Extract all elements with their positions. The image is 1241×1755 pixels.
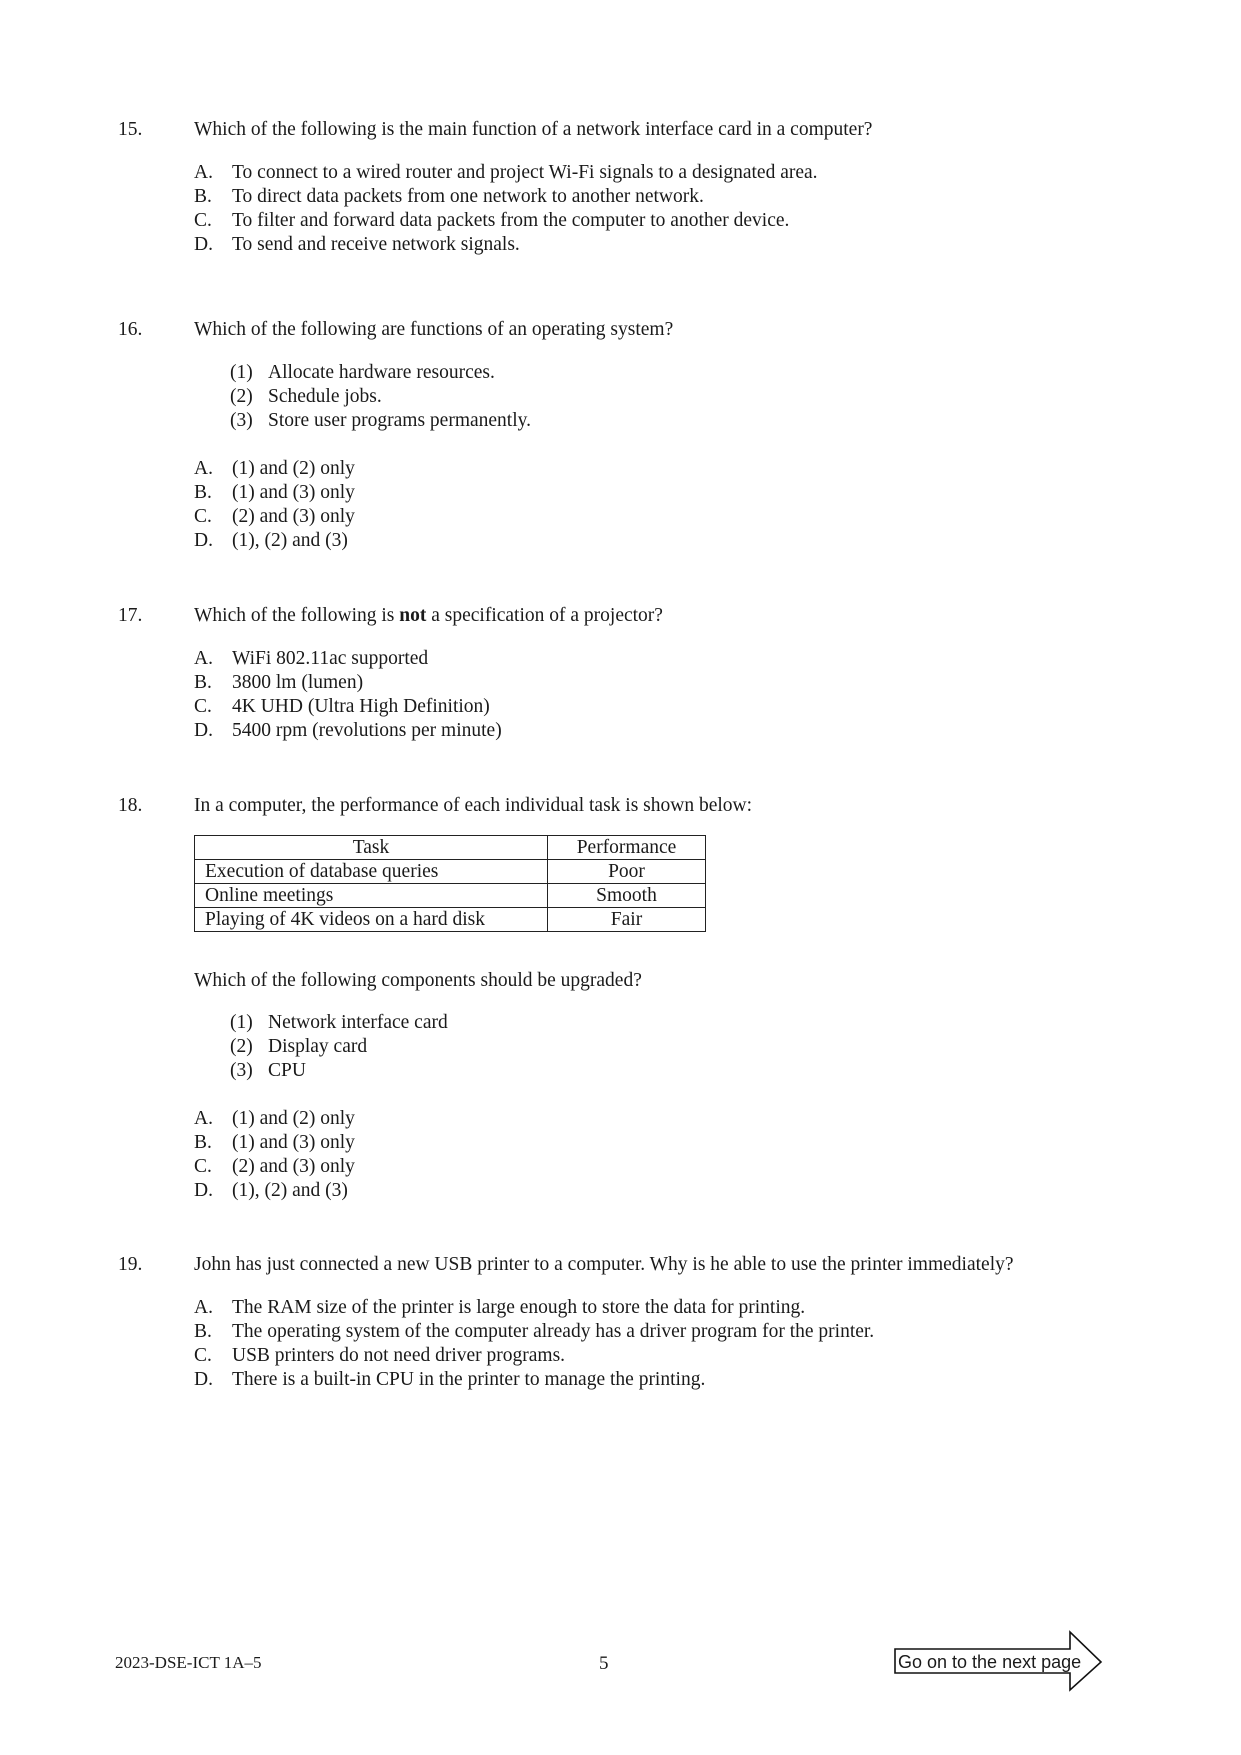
option-d (194, 1179, 355, 1203)
option-label: D. (194, 234, 213, 255)
question-text: Which of the following is the main function of a network interface card in a computer? (194, 119, 873, 140)
statement-text: Schedule jobs. (268, 386, 382, 407)
option-label: A. (194, 1108, 213, 1129)
option-label: B. (194, 1132, 212, 1153)
statement-label: (1) (230, 362, 253, 383)
option-a (194, 1107, 355, 1131)
option-label: B. (194, 1321, 212, 1342)
statement-1 (230, 361, 531, 385)
table-cell-performance: Smooth (548, 884, 706, 908)
emphasis-not: not (399, 605, 427, 626)
table-cell-task: Online meetings (195, 884, 548, 908)
option-label: B. (194, 186, 212, 207)
option-text: (2) and (3) only (232, 506, 355, 527)
option-c (194, 209, 818, 233)
question-text-part: Which of the following is (194, 605, 400, 626)
table-cell-task: Playing of 4K videos on a hard disk (195, 908, 548, 932)
table-header-performance: Performance (548, 836, 706, 860)
option-b (194, 671, 502, 695)
statement-2 (230, 385, 531, 409)
option-c (194, 1344, 874, 1368)
option-d (194, 1368, 874, 1392)
question-text: Which of the following are functions of an operating system? (194, 319, 674, 340)
page-number: 5 (599, 1653, 609, 1674)
option-label: D. (194, 1369, 213, 1390)
statement-text: Allocate hardware resources. (268, 362, 495, 383)
option-label: B. (194, 672, 212, 693)
options-list (194, 1107, 355, 1203)
option-b (194, 1131, 355, 1155)
option-text: (1) and (2) only (232, 1108, 355, 1129)
statement-text: Store user programs permanently. (268, 410, 531, 431)
statement-text: Display card (268, 1036, 368, 1057)
option-a (194, 457, 355, 481)
statement-2 (230, 1035, 448, 1059)
option-label: A. (194, 1297, 213, 1318)
question-number: 16. (118, 319, 143, 340)
option-text: To filter and forward data packets from the computer to another device. (232, 210, 790, 231)
option-c (194, 695, 502, 719)
table-cell-performance: Fair (548, 908, 706, 932)
option-label: C. (194, 696, 212, 717)
question-number: 18. (118, 795, 143, 816)
option-text: To send and receive network signals. (232, 234, 520, 255)
statements-list (230, 361, 531, 433)
option-label: C. (194, 1345, 212, 1366)
table-header-task: Task (195, 836, 548, 860)
option-text: To connect to a wired router and project Wi-Fi signals to a designated area. (232, 162, 818, 183)
option-b (194, 1320, 874, 1344)
question-number: 17. (118, 605, 143, 626)
next-page-indicator (894, 1630, 1104, 1692)
table-row (195, 860, 706, 884)
option-text: 5400 rpm (revolutions per minute) (232, 720, 502, 741)
statement-3 (230, 409, 531, 433)
statement-1 (230, 1011, 448, 1035)
option-text: (1) and (3) only (232, 1132, 355, 1153)
option-a (194, 1296, 874, 1320)
next-page-label: Go on to the next page (898, 1652, 1082, 1672)
option-text: (1) and (2) only (232, 458, 355, 479)
options-list (194, 457, 355, 553)
statement-label: (1) (230, 1012, 253, 1033)
statement-text: CPU (268, 1060, 306, 1081)
option-label: B. (194, 482, 212, 503)
question-text: In a computer, the performance of each individual task is shown below: (194, 795, 753, 816)
option-a (194, 161, 818, 185)
option-label: A. (194, 458, 213, 479)
option-b (194, 185, 818, 209)
option-label: A. (194, 162, 213, 183)
option-c (194, 1155, 355, 1179)
statements-list (230, 1011, 448, 1083)
option-label: A. (194, 648, 213, 669)
option-text: (2) and (3) only (232, 1156, 355, 1177)
followup-question: Which of the following components should be upgraded? (194, 970, 642, 991)
option-text: (1) and (3) only (232, 482, 355, 503)
option-d (194, 719, 502, 743)
option-label: D. (194, 720, 213, 741)
question-text: John has just connected a new USB printer to a computer. Why is he able to use the printer immediately? (194, 1254, 1014, 1275)
paper-code: 2023-DSE-ICT 1A–5 (115, 1653, 262, 1672)
table-header-row (195, 836, 706, 860)
option-label: C. (194, 506, 212, 527)
option-text: To direct data packets from one network to another network. (232, 186, 704, 207)
question-text-part: a specification of a projector? (426, 605, 663, 626)
table-row (195, 884, 706, 908)
table-cell-performance: Poor (548, 860, 706, 884)
statement-label: (3) (230, 1060, 253, 1081)
option-text: There is a built-in CPU in the printer to manage the printing. (232, 1369, 706, 1390)
question-text (194, 604, 1114, 628)
statement-text: Network interface card (268, 1012, 448, 1033)
question-number: 15. (118, 119, 143, 140)
option-text: 4K UHD (Ultra High Definition) (232, 696, 490, 717)
option-label: D. (194, 1180, 213, 1201)
options-list (194, 647, 502, 743)
table-cell-task: Execution of database queries (195, 860, 548, 884)
statement-label: (2) (230, 1036, 253, 1057)
performance-table (194, 835, 706, 932)
option-b (194, 481, 355, 505)
options-list (194, 161, 818, 257)
option-c (194, 505, 355, 529)
statement-label: (3) (230, 410, 253, 431)
option-text: USB printers do not need driver programs. (232, 1345, 566, 1366)
table-row (195, 908, 706, 932)
option-d (194, 529, 355, 553)
option-text: The RAM size of the printer is large enough to store the data for printing. (232, 1297, 806, 1318)
statement-label: (2) (230, 386, 253, 407)
option-text: WiFi 802.11ac supported (232, 648, 429, 669)
option-text: (1), (2) and (3) (232, 530, 348, 551)
option-text: The operating system of the computer already has a driver program for the printer. (232, 1321, 875, 1342)
option-label: D. (194, 530, 213, 551)
option-a (194, 647, 502, 671)
question-number: 19. (118, 1254, 143, 1275)
option-text: (1), (2) and (3) (232, 1180, 348, 1201)
option-d (194, 233, 818, 257)
option-label: C. (194, 1156, 212, 1177)
statement-3 (230, 1059, 448, 1083)
option-text: 3800 lm (lumen) (232, 672, 364, 693)
options-list (194, 1296, 874, 1392)
option-label: C. (194, 210, 212, 231)
